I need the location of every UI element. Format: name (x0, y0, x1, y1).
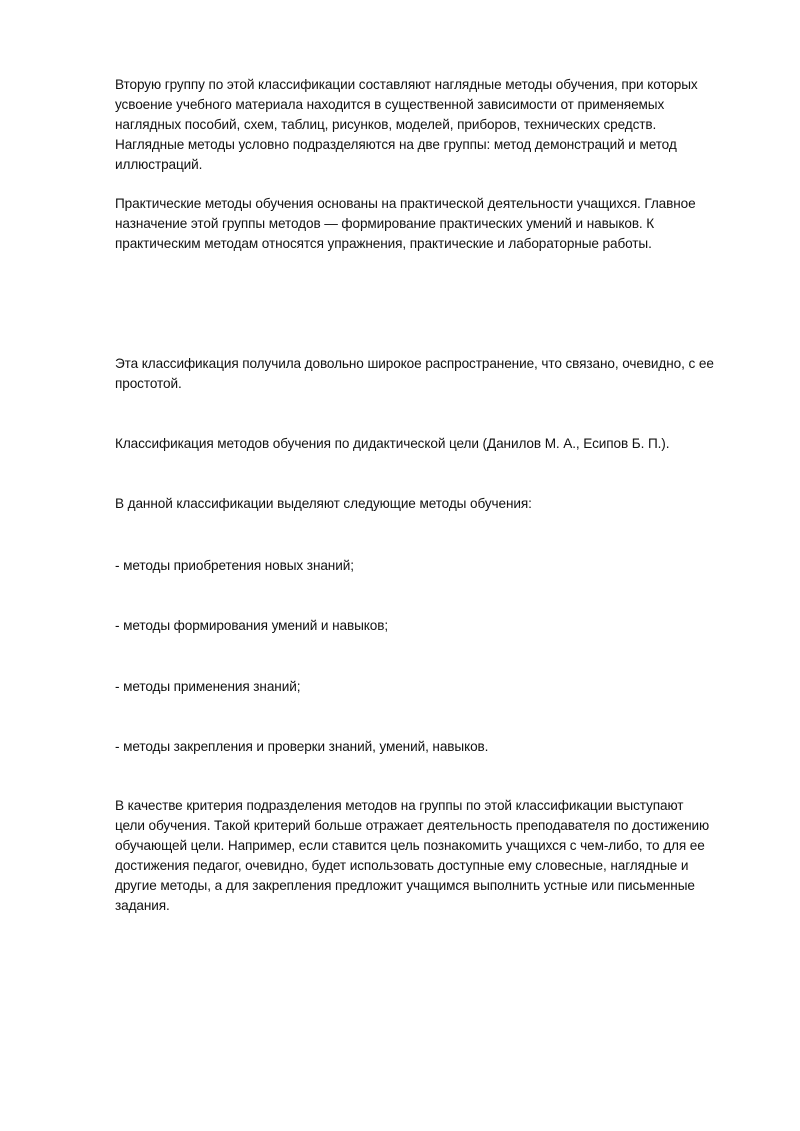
list-item-consolidation-check: - методы закрепления и проверки знаний, умений, навыков. (115, 739, 489, 754)
paragraph-classification-popularity: Эта классификация получила довольно широкое распространение, что связано, очевидно, с ее простотой. (115, 356, 714, 391)
paragraph-practical-methods: Практические методы обучения основаны на практической деятельности учащихся. Главное назначение этой группы методов — формирование практических умений и навыков. К практическим методам относятся упражнения, практические и лабораторные работы. (115, 196, 696, 251)
list-item-knowledge-application: - методы применения знаний; (115, 679, 301, 694)
list-item-new-knowledge: - методы приобретения новых знаний; (115, 558, 354, 573)
paragraph-visual-methods: Вторую группу по этой классификации составляют наглядные методы обучения, при которых усвоение учебного материала находится в существенной зависимости от применяемых наглядных пособий, схем, таблиц, рисунков, моделей, приборов, технических средств. Наглядные методы условно подразделяются на две группы: метод демонстраций и метод иллюстраций. (115, 77, 698, 172)
paragraph-didactic-classification: Классификация методов обучения по дидактической цели (Данилов М. А., Есипов Б. П.). (115, 436, 670, 451)
paragraph-methods-intro: В данной классификации выделяют следующие методы обучения: (115, 496, 532, 511)
list-item-skills-formation: - методы формирования умений и навыков; (115, 618, 389, 633)
paragraph-criterion-goals: В качестве критерия подразделения методов на группы по этой классификации выступают цели обучения. Такой критерий больше отражает деятельность преподавателя по достижению обучающей цели. Например, если ставится цель познакомить учащихся с чем-либо, то для ее достижения педагог, очевидно, будет использовать доступные ему словесные, наглядные и другие методы, а для закрепления предложит учащимся выполнить устные или письменные задания. (115, 798, 710, 913)
